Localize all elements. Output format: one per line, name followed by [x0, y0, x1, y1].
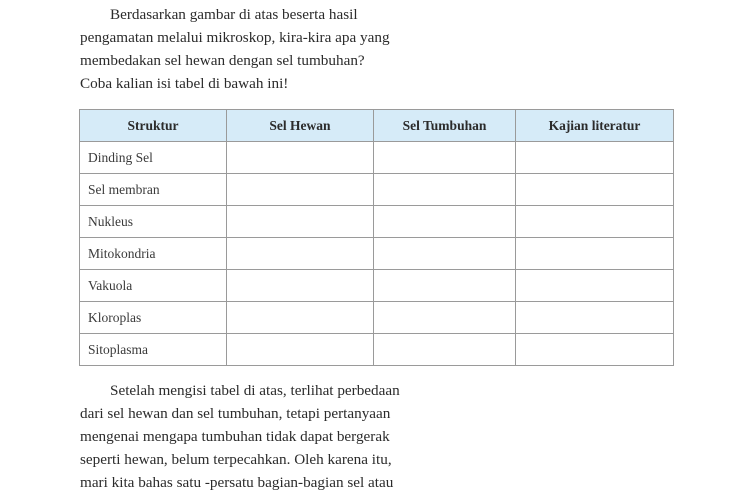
kajian-cell[interactable] — [516, 334, 674, 366]
followup-line: seperti hewan, belum terpecahkan. Oleh karena itu, — [80, 451, 392, 468]
table-row — [80, 270, 674, 302]
sel-tumbuhan-cell[interactable] — [374, 206, 516, 238]
table-row — [80, 238, 674, 270]
kajian-cell[interactable] — [516, 206, 674, 238]
cell-comparison-table — [79, 109, 674, 366]
table-header-row — [80, 110, 674, 142]
table-row — [80, 206, 674, 238]
intro-line: Coba kalian isi tabel di bawah ini! — [80, 75, 289, 92]
followup-line: dari sel hewan dan sel tumbuhan, tetapi pertanyaan — [80, 405, 391, 422]
followup-line: mengenai mengapa tumbuhan tidak dapat bergerak — [80, 428, 390, 445]
row-label: Sitoplasma — [80, 334, 227, 366]
table-row — [80, 302, 674, 334]
row-label: Sel membran — [80, 174, 227, 206]
table-row — [80, 334, 674, 366]
followup-paragraph — [80, 379, 462, 494]
row-label: Vakuola — [80, 270, 227, 302]
sel-hewan-cell[interactable] — [227, 238, 374, 270]
sel-hewan-cell[interactable] — [227, 302, 374, 334]
sel-hewan-cell[interactable] — [227, 270, 374, 302]
sel-hewan-cell[interactable] — [227, 174, 374, 206]
followup-line: Setelah mengisi tabel di atas, terlihat perbedaan — [110, 382, 400, 399]
sel-tumbuhan-cell[interactable] — [374, 142, 516, 174]
header-struktur: Struktur — [80, 110, 227, 142]
kajian-cell[interactable] — [516, 238, 674, 270]
sel-hewan-cell[interactable] — [227, 142, 374, 174]
header-kajian-literatur: Kajian literatur — [516, 110, 674, 142]
intro-line: membedakan sel hewan dengan sel tumbuhan? — [80, 52, 365, 69]
sel-tumbuhan-cell[interactable] — [374, 174, 516, 206]
row-label: Kloroplas — [80, 302, 227, 334]
kajian-cell[interactable] — [516, 142, 674, 174]
row-label: Mitokondria — [80, 238, 227, 270]
sel-tumbuhan-cell[interactable] — [374, 270, 516, 302]
intro-line: pengamatan melalui mikroskop, kira-kira apa yang — [80, 29, 390, 46]
table-row — [80, 142, 674, 174]
followup-line: mari kita bahas satu -persatu bagian-bagian sel atau — [80, 474, 394, 491]
header-sel-hewan: Sel Hewan — [227, 110, 374, 142]
sel-tumbuhan-cell[interactable] — [374, 334, 516, 366]
intro-paragraph — [80, 3, 462, 95]
intro-line: Berdasarkan gambar di atas beserta hasil — [110, 6, 358, 23]
kajian-cell[interactable] — [516, 270, 674, 302]
table-row — [80, 174, 674, 206]
row-label: Dinding Sel — [80, 142, 227, 174]
sel-tumbuhan-cell[interactable] — [374, 302, 516, 334]
sel-hewan-cell[interactable] — [227, 206, 374, 238]
header-sel-tumbuhan: Sel Tumbuhan — [374, 110, 516, 142]
kajian-cell[interactable] — [516, 174, 674, 206]
kajian-cell[interactable] — [516, 302, 674, 334]
row-label: Nukleus — [80, 206, 227, 238]
sel-tumbuhan-cell[interactable] — [374, 238, 516, 270]
sel-hewan-cell[interactable] — [227, 334, 374, 366]
